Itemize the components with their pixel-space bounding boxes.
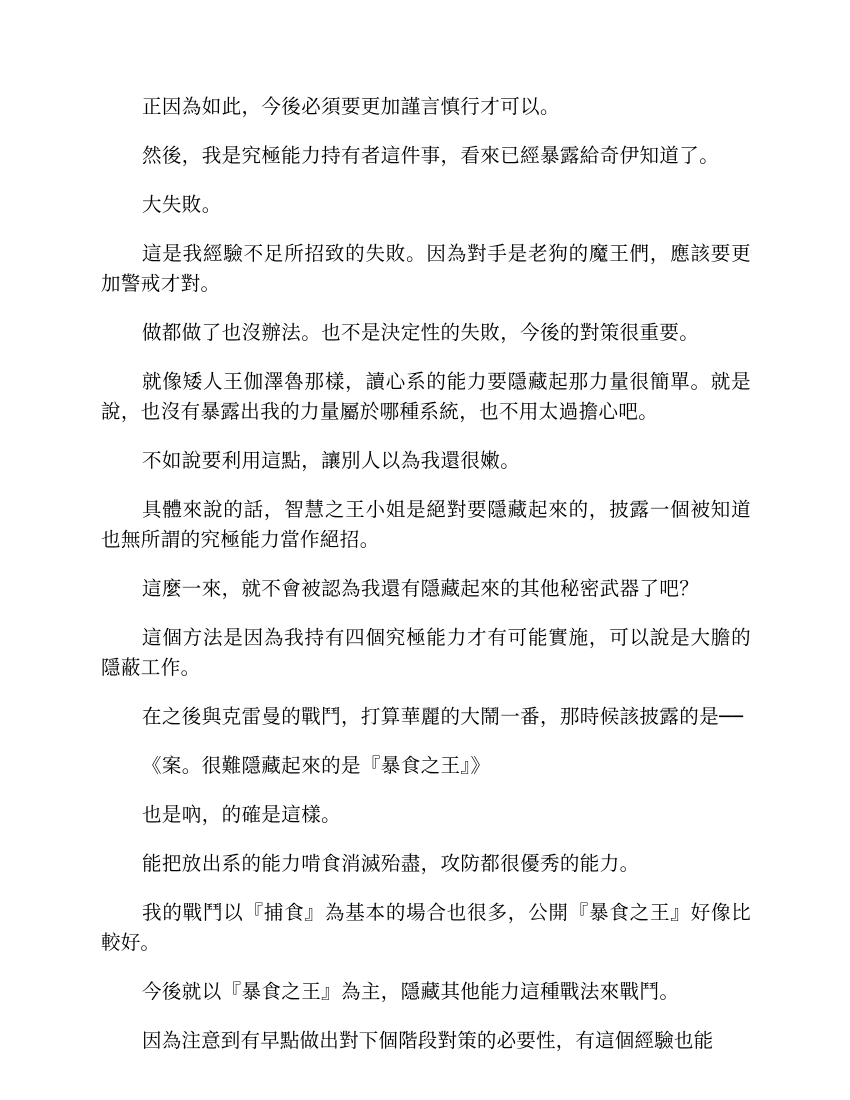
paragraph: 具體來說的話，智慧之王小姐是絕對要隱藏起來的，披露一個被知道也無所謂的究極能力當作絕招。	[101, 498, 751, 551]
paragraph: 我的戰鬥以『捕食』為基本的場合也很多，公開『暴食之王』好像比較好。	[101, 901, 751, 954]
paragraph: 在之後與克雷曼的戰鬥，打算華麗的大鬧一番，那時候該披露的是──	[142, 705, 744, 728]
paragraph: 就像矮人王伽澤魯那樣，讀心系的能力要隱藏起那力量很簡單。就是說，也沒有暴露出我的力量屬於哪種系統，也不用太過擔心吧。	[101, 370, 751, 423]
paragraph: 大失敗。	[142, 193, 222, 216]
paragraph: 不如說要利用這點，讓別人以為我還很嫩。	[142, 449, 521, 472]
paragraph: 因為注意到有早點做出對下個階段對策的必要性，有這個經驗也能	[142, 1029, 714, 1052]
paragraph: 這麼一來，就不會被認為我還有隱藏起來的其他秘密武器了吧？	[142, 577, 700, 600]
paragraph: 這個方法是因為我持有四個究極能力才有可能實施，可以說是大膽的隱蔽工作。	[101, 626, 751, 679]
paragraph: 也是吶，的確是這樣。	[142, 803, 342, 826]
paragraph: 正因為如此，今後必須要更加謹言慎行才可以。	[142, 95, 560, 118]
paragraph: 然後，我是究極能力持有者這件事，看來已經暴露給奇伊知道了。	[142, 144, 720, 167]
paragraph: 能把放出系的能力啃食消滅殆盡，攻防都很優秀的能力。	[142, 852, 640, 875]
document-page	[101, 92, 751, 1075]
paragraph: 這是我經驗不足所招致的失敗。因為對手是老狗的魔王們，應該要更加警戒才對。	[101, 242, 751, 295]
paragraph: 做都做了也沒辦法。也不是決定性的失敗，今後的對策很重要。	[142, 321, 700, 344]
paragraph: 今後就以『暴食之王』為主，隱藏其他能力這種戰法來戰鬥。	[142, 980, 680, 1003]
paragraph: 《案。很難隱藏起來的是『暴食之王』》	[142, 754, 491, 777]
